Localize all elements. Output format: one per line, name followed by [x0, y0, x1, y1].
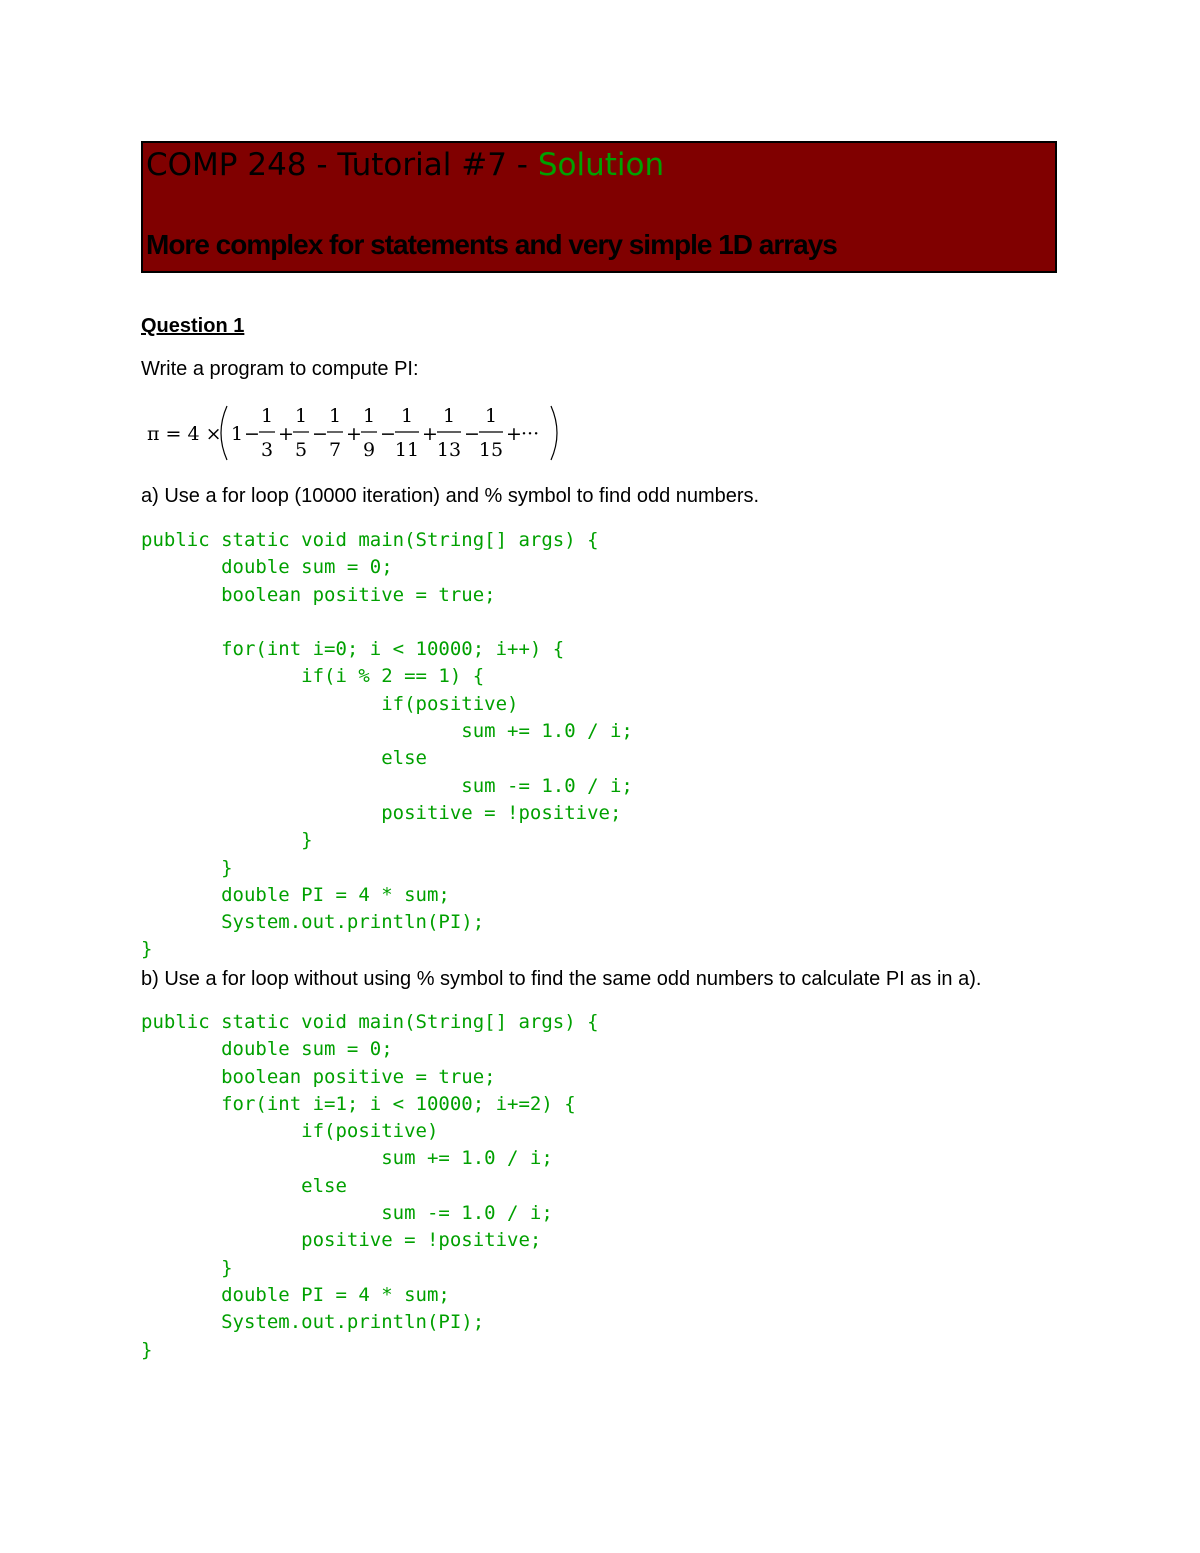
part-b-code-line: sum += 1.0 / i; [141, 1147, 553, 1170]
part-a-code-line: if(positive) [141, 692, 519, 715]
part-b-code-line: System.out.println(PI); [141, 1311, 485, 1334]
part-b-code-line: public static void main(String[] args) { [141, 1011, 599, 1033]
part-b-code-line: sum -= 1.0 / i; [141, 1202, 553, 1225]
part-b-prompt: b) Use a for loop without using % symbol to find the same odd numbers to calculate PI as in a). [141, 968, 982, 990]
formula-lhs: π = 4 × [147, 423, 222, 445]
part-a-code-line: else [141, 747, 427, 770]
part-b-code-line: boolean positive = true; [141, 1065, 496, 1088]
formula-numerator: 1 [294, 405, 308, 427]
part-b-code-block [141, 1009, 599, 1364]
part-b-code-line: else [141, 1174, 347, 1197]
formula-operator: − [380, 423, 396, 445]
part-a-code-line: for(int i=0; i < 10000; i++) { [141, 638, 565, 661]
part-b-code-line: if(positive) [141, 1120, 439, 1143]
part-a-code-block [141, 527, 633, 964]
part-a-code-line: } [141, 829, 313, 852]
title-banner [141, 141, 1057, 273]
part-b-code-line: positive = !positive; [141, 1229, 542, 1252]
part-a-code-line: sum -= 1.0 / i; [141, 774, 633, 797]
formula-term: 1 [231, 423, 244, 445]
formula-operator: + [422, 423, 438, 445]
formula-denominator: 9 [362, 439, 376, 461]
title-solution-label: Solution [537, 147, 665, 183]
part-a-code-line: if(i % 2 == 1) { [141, 665, 485, 688]
formula-operator: + [278, 423, 294, 445]
part-a-code-line: positive = !positive; [141, 801, 622, 824]
part-a-code-line: sum += 1.0 / i; [141, 720, 633, 743]
part-a-prompt: a) Use a for loop (10000 iteration) and % symbol to find odd numbers. [141, 485, 760, 507]
formula-denominator: 5 [294, 439, 308, 461]
formula-numerator: 1 [442, 405, 456, 427]
question-intro: Write a program to compute PI: [141, 358, 419, 380]
formula-operator: − [312, 423, 328, 445]
formula-operator: − [464, 423, 480, 445]
formula-denominator: 11 [394, 439, 420, 461]
part-a-code-line: public static void main(String[] args) { [141, 529, 599, 551]
formula-numerator: 1 [328, 405, 342, 427]
part-a-code-line: } [141, 938, 153, 961]
formula-denominator: 15 [478, 439, 504, 461]
part-a-code-line: double sum = 0; [141, 556, 393, 579]
document-subtitle: More complex for statements and very simple 1D arrays [146, 229, 837, 260]
part-b-code-line: double PI = 4 * sum; [141, 1283, 450, 1306]
formula-denominator: 13 [436, 439, 462, 461]
formula-operator: + [506, 423, 522, 445]
formula-numerator: 1 [484, 405, 498, 427]
formula-left-paren [221, 406, 227, 460]
formula-operator: + [346, 423, 362, 445]
part-b-code-line: for(int i=1; i < 10000; i+=2) { [141, 1092, 576, 1115]
part-a-code-line: double PI = 4 * sum; [141, 883, 450, 906]
formula-denominator: 3 [260, 439, 274, 461]
formula-right-paren [551, 406, 557, 460]
formula-ellipsis: ··· [521, 423, 540, 445]
part-b-code-line: } [141, 1338, 153, 1361]
part-b-code-line: double sum = 0; [141, 1038, 393, 1061]
document-title [146, 147, 664, 183]
part-a-code-line: System.out.println(PI); [141, 911, 485, 934]
part-a-code-line: } [141, 856, 233, 879]
part-b-code-line: } [141, 1256, 233, 1279]
part-a-code-line: boolean positive = true; [141, 583, 496, 606]
formula-operator: − [244, 423, 260, 445]
question-heading: Question 1 [141, 315, 245, 337]
formula-numerator: 1 [362, 405, 376, 427]
title-prefix: COMP 248 - Tutorial #7 - [146, 147, 538, 183]
formula-denominator: 7 [328, 439, 342, 461]
part-a-code-line [141, 609, 633, 636]
formula-numerator: 1 [400, 405, 414, 427]
pi-formula [145, 398, 585, 468]
formula-numerator: 1 [260, 405, 274, 427]
